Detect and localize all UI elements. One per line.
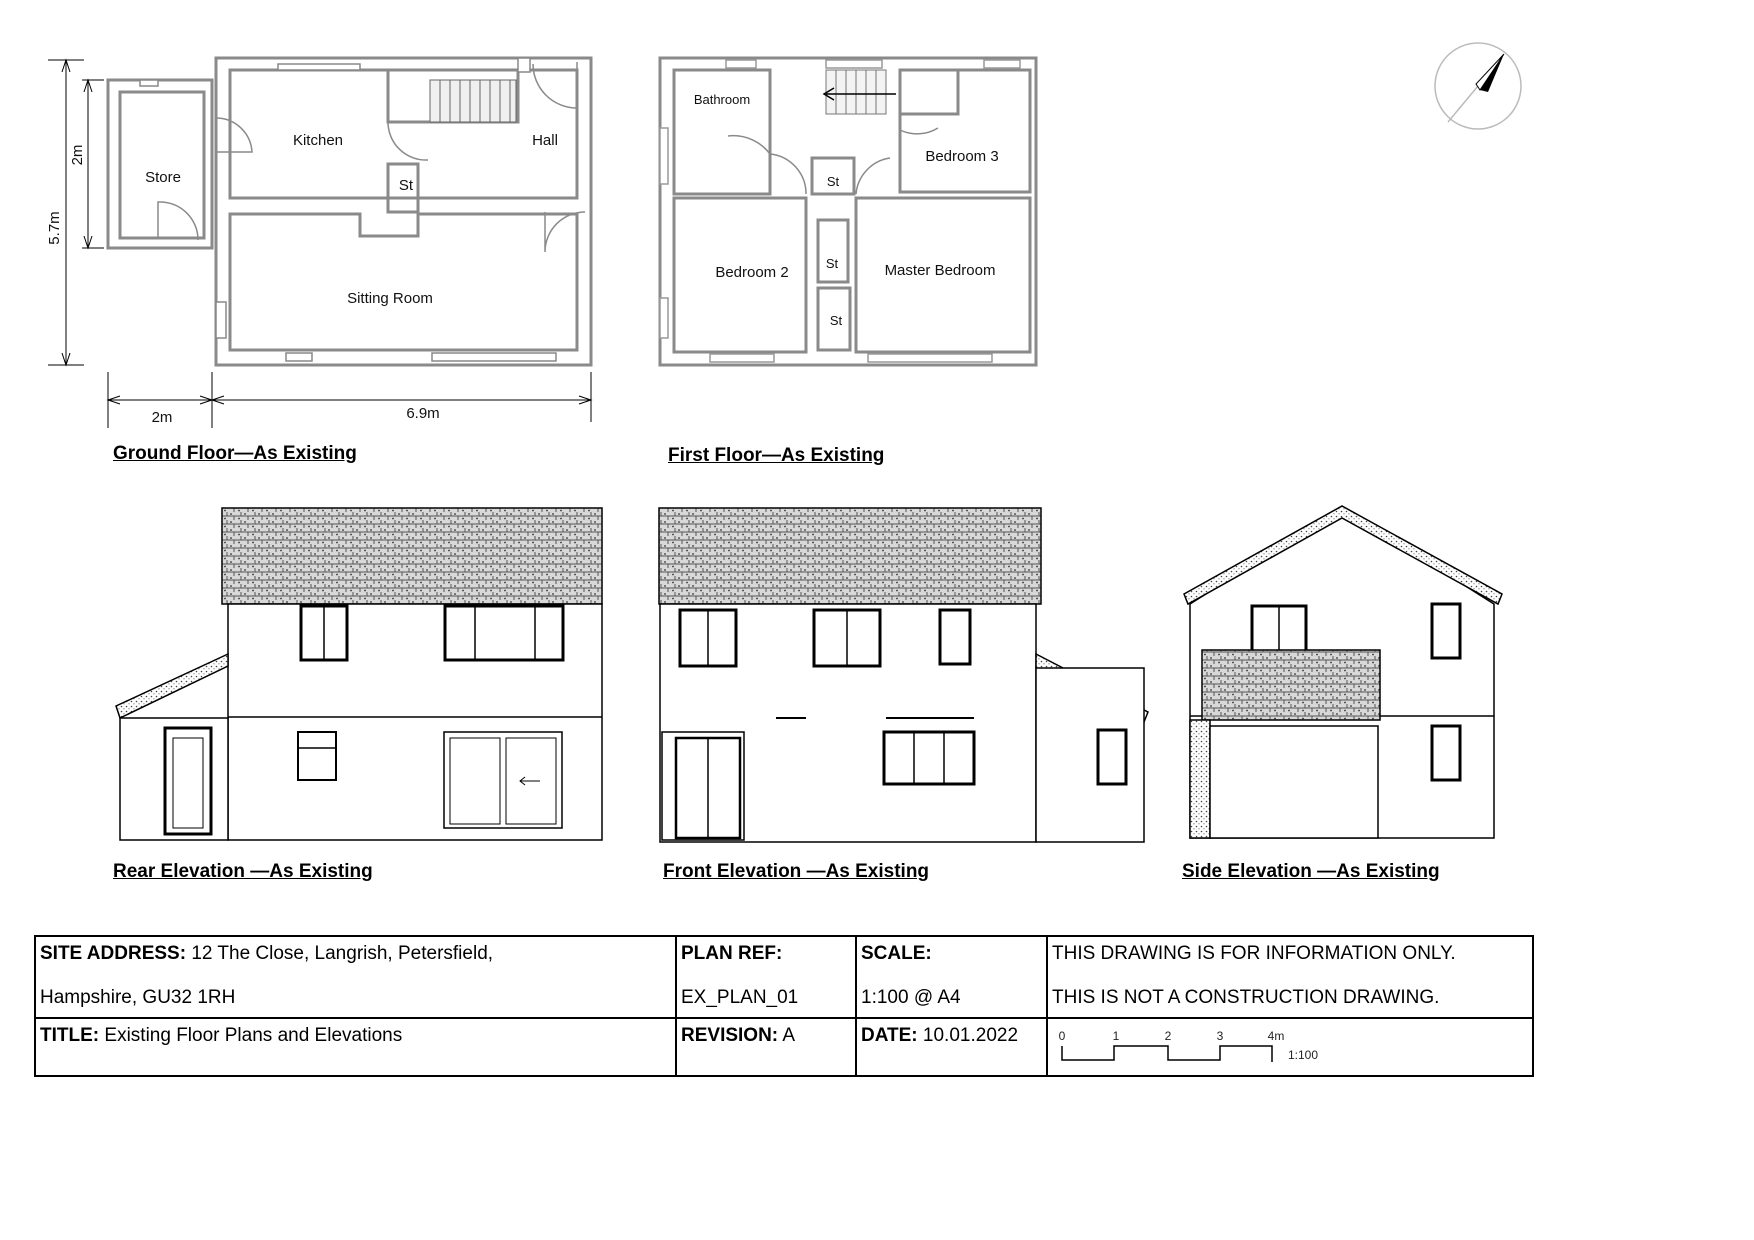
room-bathroom-label: Bathroom <box>693 92 751 107</box>
store-window <box>140 80 158 86</box>
room-master-label: Master Bedroom <box>884 262 996 279</box>
rear-window-2 <box>445 606 563 660</box>
scale-bar-cell <box>1047 1018 1533 1076</box>
date-value: 10.01.2022 <box>922 1025 1019 1046</box>
rear-roof <box>222 508 602 604</box>
revision-label: REVISION: <box>681 1025 779 1046</box>
bedroom3-door <box>900 128 938 134</box>
scale-ratio: 1:100 <box>1288 1048 1319 1062</box>
date-label: DATE: <box>861 1025 918 1046</box>
ff-window-1 <box>726 60 756 68</box>
scale-value: 1:100 @ A4 <box>861 987 961 1008</box>
sitting-door <box>545 212 585 252</box>
ff-front-window-2 <box>868 354 992 362</box>
ff-window-3 <box>984 60 1020 68</box>
first-floor-stairs <box>824 70 896 114</box>
front-porch <box>662 732 744 840</box>
side-window-2 <box>1432 604 1460 658</box>
site-address-line2: Hampshire, GU32 1RH <box>40 987 236 1008</box>
side-extension-wall <box>1210 726 1378 838</box>
rear-patio-door <box>444 732 562 828</box>
notice-cell <box>1047 936 1533 1018</box>
room-sitting-label: Sitting Room <box>347 290 433 307</box>
notice-line1: THIS DRAWING IS FOR INFORMATION ONLY. <box>1052 943 1456 964</box>
rear-store-door <box>165 728 211 834</box>
notice-line2: THIS IS NOT A CONSTRUCTION DRAWING. <box>1052 987 1440 1008</box>
kitchen-door <box>217 118 252 152</box>
room-st3-label: St <box>829 313 843 328</box>
scale-tick-4: 4m <box>1267 1029 1285 1043</box>
bedroom2-door <box>770 154 806 194</box>
side-elevation <box>1184 506 1502 838</box>
room-st2-label: St <box>825 256 839 271</box>
bedroom3-walls <box>900 70 1030 192</box>
room-st-label: St <box>398 177 414 194</box>
sitting-room-inner-wall <box>230 214 577 350</box>
dim-overall-height: 5.7m <box>46 211 63 245</box>
ff-front-window-1 <box>710 354 774 362</box>
store-door <box>158 202 198 240</box>
scale-label: SCALE: <box>861 943 932 964</box>
title-block <box>34 935 1534 1077</box>
site-address-label: SITE ADDRESS: <box>40 943 187 964</box>
bathroom-door <box>728 136 770 154</box>
scale-tick-1: 1 <box>1112 1029 1120 1043</box>
plan-ref-value: EX_PLAN_01 <box>681 987 799 1008</box>
scale-tick-2: 2 <box>1164 1029 1172 1043</box>
scale-cell <box>856 936 1047 1018</box>
rear-elevation-heading: Rear Elevation —As Existing <box>113 861 373 882</box>
rear-lean-to-roof <box>116 654 228 718</box>
front-store-wall <box>1036 668 1144 842</box>
master-door <box>856 158 890 194</box>
site-address-cell <box>35 936 676 1018</box>
site-address-line1: 12 The Close, Langrish, Petersfield, <box>191 943 494 964</box>
side-extension-shade <box>1190 720 1210 838</box>
ff-side-window-2 <box>660 298 668 338</box>
store-outer-wall <box>108 80 212 248</box>
landing-box <box>900 70 958 114</box>
ff-window-2 <box>826 60 882 68</box>
first-floor-heading: First Floor—As Existing <box>668 445 885 466</box>
title-cell <box>35 1018 676 1076</box>
st-cupboard-2 <box>818 220 848 282</box>
sitting-window-1 <box>286 353 312 361</box>
north-arrow-icon <box>1435 43 1521 129</box>
plan-ref-label: PLAN REF: <box>681 943 783 964</box>
kitchen-hall-door <box>388 122 428 160</box>
room-st1-label: St <box>826 174 840 189</box>
dim-house-width: 6.9m <box>406 405 440 422</box>
sitting-side-window <box>216 302 226 338</box>
date-cell <box>856 1018 1047 1076</box>
ff-side-window-1 <box>660 128 668 184</box>
side-elevation-heading: Side Elevation —As Existing <box>1182 861 1440 882</box>
room-hall-label: Hall <box>532 132 558 149</box>
scale-tick-0: 0 <box>1058 1029 1066 1043</box>
bathroom-walls <box>674 70 770 194</box>
front-elevation <box>659 508 1148 842</box>
dim-store-height: 2m <box>69 144 86 166</box>
side-window-3 <box>1432 726 1460 780</box>
ground-floor-plan <box>108 58 591 365</box>
dim-store-width: 2m <box>151 409 173 426</box>
rear-elevation <box>116 508 602 840</box>
front-window-4 <box>884 732 974 784</box>
kitchen-window <box>278 64 360 70</box>
side-extension-roof <box>1202 650 1380 720</box>
revision-value: A <box>782 1025 796 1046</box>
sitting-window-2 <box>432 353 556 361</box>
front-store-window <box>1098 730 1126 784</box>
room-bedroom3-label: Bedroom 3 <box>925 148 999 165</box>
room-store-label: Store <box>145 169 181 186</box>
store-inner-wall <box>120 92 204 238</box>
plan-ref-cell <box>676 936 856 1018</box>
title-value: Existing Floor Plans and Elevations <box>104 1025 403 1046</box>
hall-window <box>518 58 530 72</box>
rear-window-3 <box>298 732 336 780</box>
ground-floor-heading: Ground Floor—As Existing <box>113 443 357 464</box>
front-elevation-heading: Front Elevation —As Existing <box>663 861 930 882</box>
revision-cell <box>676 1018 856 1076</box>
ground-stairs <box>430 80 516 122</box>
room-bedroom2-label: Bedroom 2 <box>715 264 789 281</box>
title-label: TITLE: <box>40 1025 100 1046</box>
front-window-3 <box>940 610 970 664</box>
front-roof <box>659 508 1041 604</box>
room-kitchen-label: Kitchen <box>292 132 344 149</box>
scale-tick-3: 3 <box>1216 1029 1224 1043</box>
